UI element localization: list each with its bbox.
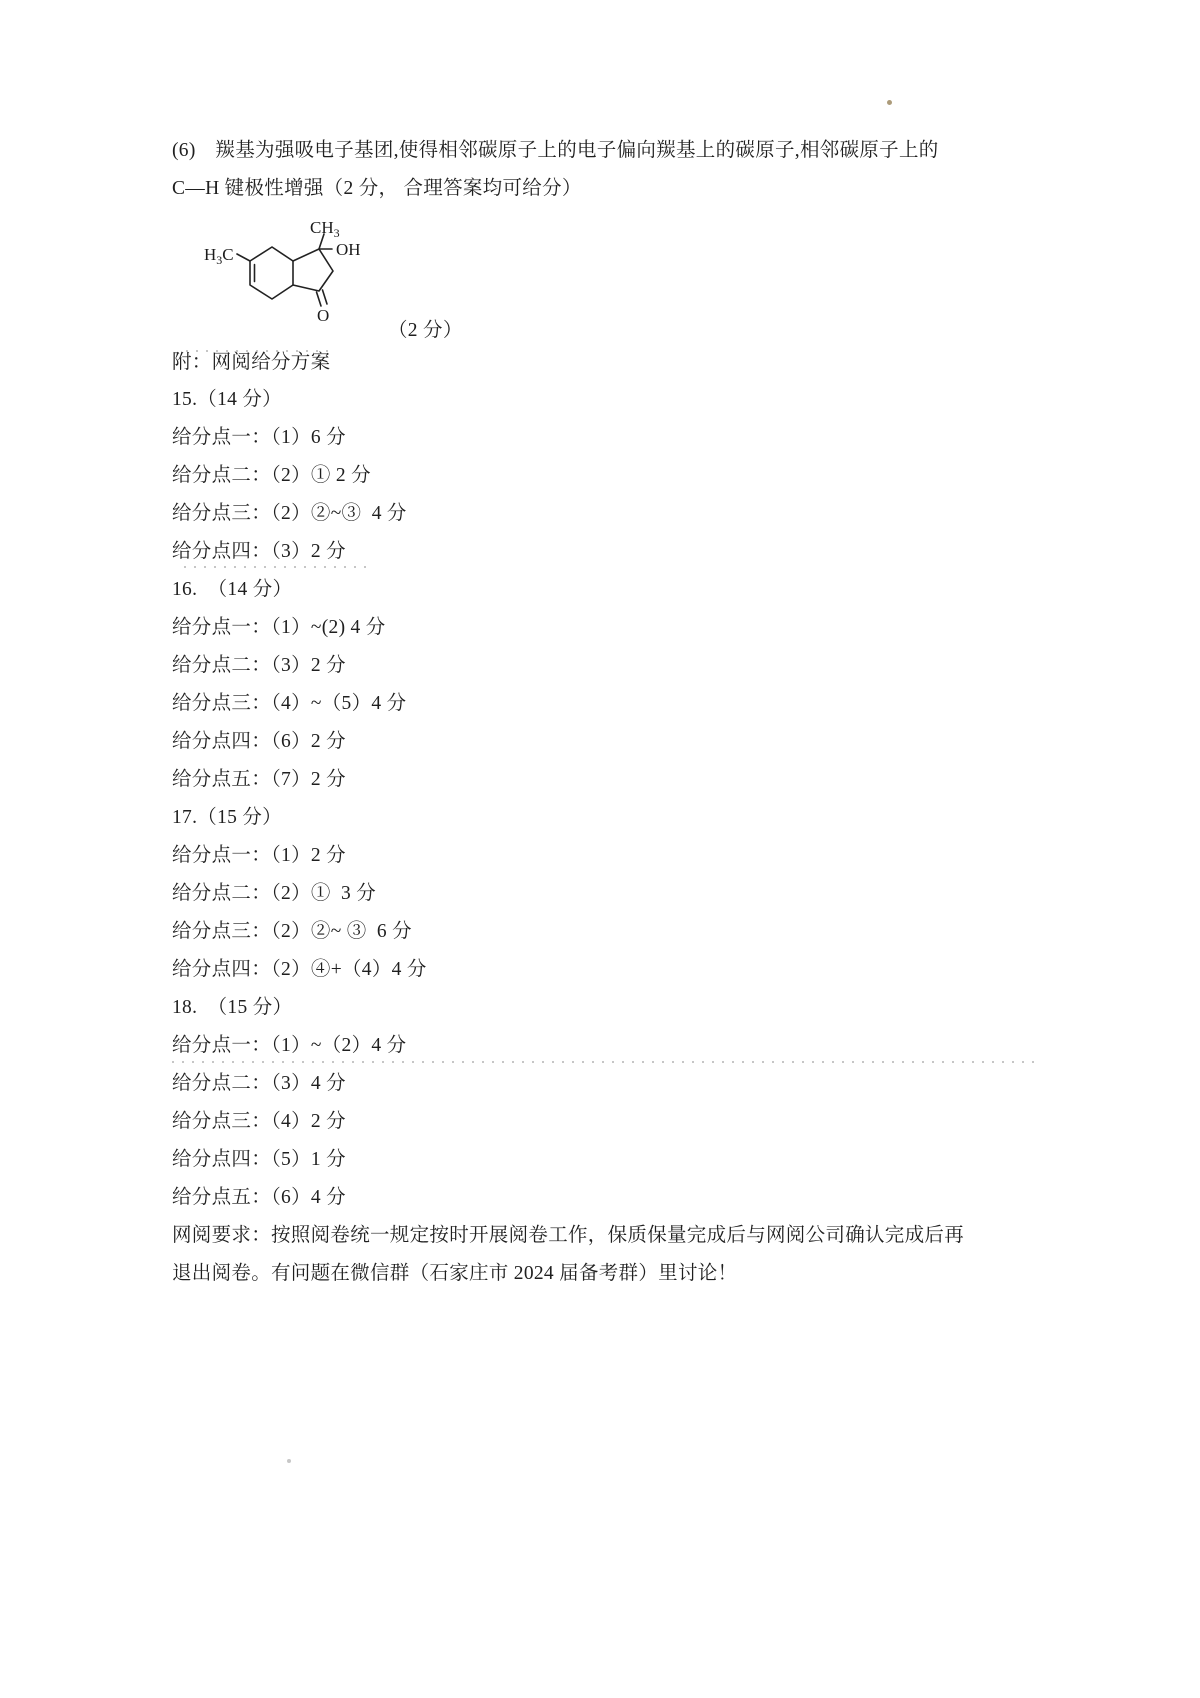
footer-requirement-line: 退出阅卷。有问题在微信群（石家庄市 2024 届备考群）里讨论！ — [172, 1263, 738, 1284]
grading-point-line: 给分点一：（1）~(2) 4 分 — [172, 617, 386, 638]
oh-label: OH — [336, 240, 361, 259]
question-title: 18. （15 分） — [172, 997, 293, 1018]
grading-point-line: 给分点一：（1）2 分 — [172, 845, 346, 866]
cyclohexene-ring — [250, 247, 293, 299]
question-title: 16. （14 分） — [172, 579, 293, 600]
scheme-heading: 附：网阅给分方案 — [172, 352, 331, 373]
question-title: 15.（14 分） — [172, 389, 282, 410]
answer-text-line: (6) 羰基为强吸电子基团,使得相邻碳原子上的电子偏向羰基上的碳原子,相邻碳原子上的 — [172, 140, 939, 161]
cyclopentanone-ring — [293, 249, 333, 291]
grading-point-line: 给分点四：（6）2 分 — [172, 731, 346, 752]
grading-point-line: 给分点五：（6）4 分 — [172, 1187, 346, 1208]
answer-item-6 — [172, 132, 1012, 208]
grading-point-line: 给分点四：（5）1 分 — [172, 1149, 346, 1170]
grading-point-line: 给分点二：（3）2 分 — [172, 655, 346, 676]
carbonyl-double-bond-1 — [317, 292, 322, 306]
carbonyl-double-bond-2 — [323, 290, 328, 304]
grading-point-line: 给分点三：（2）②~③ 4 分 — [172, 503, 407, 524]
grading-point-line: 给分点三：（4）2 分 — [172, 1111, 346, 1132]
scan-speck — [887, 100, 892, 105]
grading-point-line: 给分点四：（2）④+（4）4 分 — [172, 959, 427, 980]
grading-point-line: 给分点二：（2）① 3 分 — [172, 883, 377, 904]
answer-text-line: C—H 键极性增强（2 分， 合理答案均可给分） — [172, 178, 582, 199]
h3c-label: $H_3C$ — [204, 245, 234, 267]
grading-point-line: 给分点二：（3）4 分 — [172, 1073, 346, 1094]
grading-point-line: 给分点三：（4）~（5）4 分 — [172, 693, 407, 714]
ch3-label: $CH_3$ — [310, 221, 340, 240]
methyl-bond-left — [237, 254, 250, 261]
grading-point-line: 给分点一：（1）~（2）4 分 — [172, 1035, 407, 1056]
o-label: O — [317, 306, 330, 323]
grading-point-line: 给分点三：（2）②~ ③ 6 分 — [172, 921, 412, 942]
grading-point-line: 给分点四：（3）2 分 — [172, 541, 346, 562]
scan-speck — [287, 1459, 291, 1463]
grading-point-line: 给分点一：（1）6 分 — [172, 427, 346, 448]
grading-point-line: 给分点五：（7）2 分 — [172, 769, 346, 790]
molecule-structure-diagram — [200, 221, 372, 323]
footer-requirement-line: 网阅要求：按照阅卷统一规定按时开展阅卷工作，保质保量完成后与网阅公司确认完成后再 — [172, 1225, 965, 1246]
question-title: 17.（15 分） — [172, 807, 282, 828]
grading-scheme — [172, 381, 1052, 1293]
structure-score-note: （2 分） — [388, 320, 463, 341]
grading-point-line: 给分点二：（2）① 2 分 — [172, 465, 371, 486]
